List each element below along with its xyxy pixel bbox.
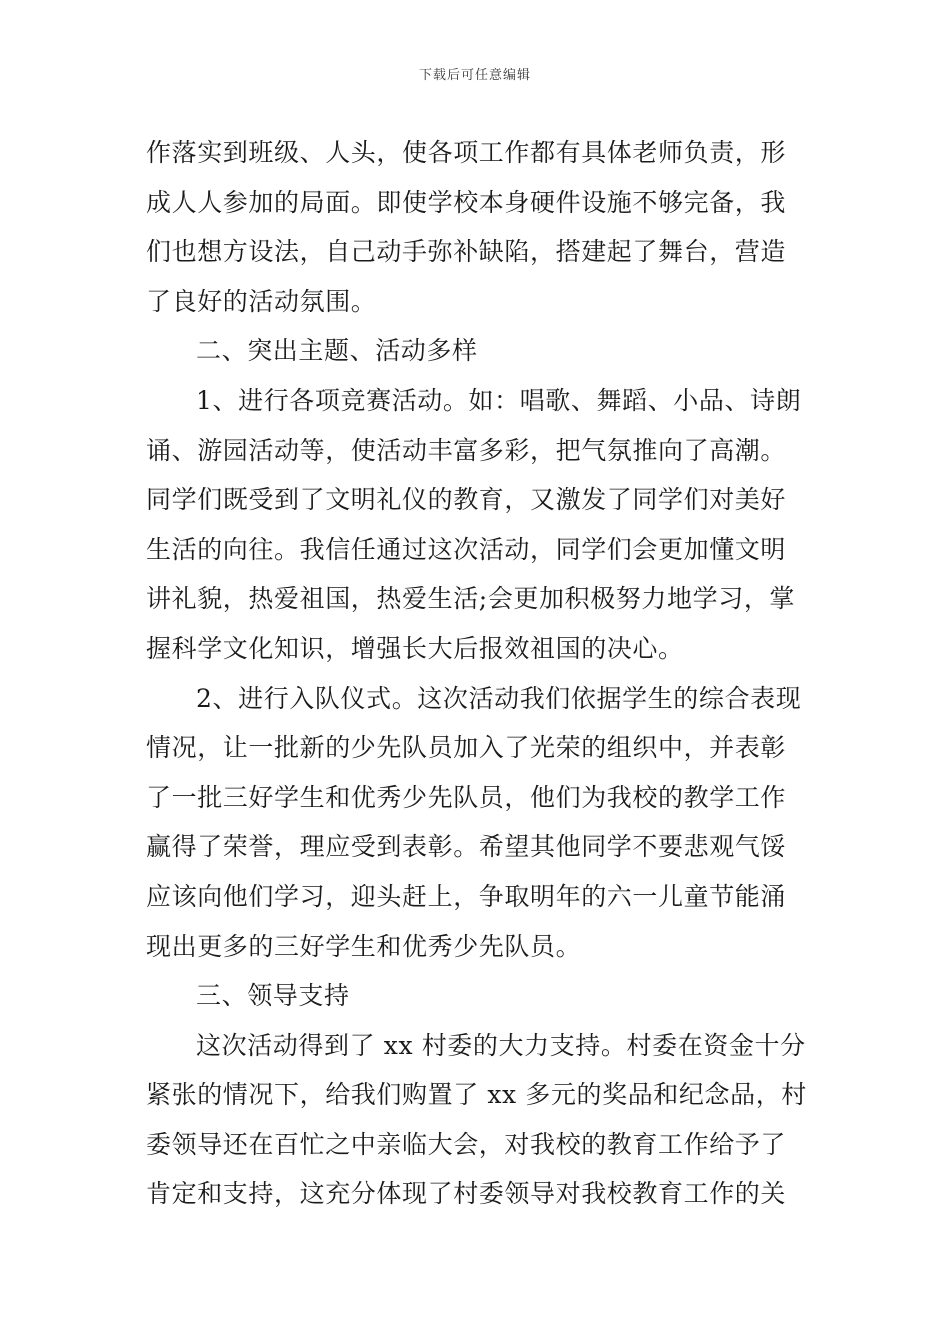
- text-line: 应该向他们学习，迎头赶上，争取明年的六一儿童节能涌: [146, 881, 787, 911]
- text-line: 同学们既受到了文明礼仪的教育，又激发了同学们对美好: [146, 485, 787, 515]
- text-line: 这次活动得到了 xx 村委的大力支持。村委在资金十分: [196, 1030, 806, 1060]
- text-line: 1、进行各项竞赛活动。如：唱歌、舞蹈、小品、诗朗: [196, 385, 802, 415]
- text-line: 诵、游园活动等，使活动丰富多彩，把气氛推向了高潮。: [146, 435, 787, 465]
- text-line: 作落实到班级、人头，使各项工作都有具体老师负责，形: [146, 138, 787, 167]
- section-heading: 二、突出主题、活动多样: [196, 336, 478, 366]
- text-line: 们也想方设法，自己动手弥补缺陷，搭建起了舞台，营造: [146, 237, 787, 267]
- text-line: 委领导还在百忙之中亲临大会，对我校的教育工作给予了: [146, 1129, 787, 1159]
- text-line: 紧张的情况下，给我们购置了 xx 多元的奖品和纪念品，村: [146, 1080, 807, 1110]
- text-line: 了良好的活动氛围。: [146, 286, 377, 316]
- document-body: [146, 128, 806, 1219]
- section-heading: 三、领导支持: [196, 981, 350, 1011]
- text-line: 握科学文化知识，增强长大后报效祖国的决心。: [146, 633, 684, 663]
- text-line: 现出更多的三好学生和优秀少先队员。: [146, 931, 582, 961]
- text-line: 赢得了荣誉，理应受到表彰。希望其他同学不要悲观气馁: [146, 832, 787, 862]
- text-line: 生活的向往。我信任通过这次活动，同学们会更加懂文明: [146, 534, 787, 564]
- text-line: 了一批三好学生和优秀少先队员，他们为我校的教学工作: [146, 782, 787, 812]
- text-line: 2、进行入队仪式。这次活动我们依据学生的综合表现: [196, 683, 802, 713]
- text-line: 成人人参加的局面。即使学校本身硬件设施不够完备，我: [146, 187, 787, 217]
- page-header: 下载后可任意编辑: [418, 68, 531, 83]
- text-line: 讲礼貌，热爱祖国，热爱生活;会更加积极努力地学习，掌: [146, 584, 796, 614]
- text-line: 情况，让一批新的少先队员加入了光荣的组织中，并表彰: [146, 733, 787, 763]
- text-line: 肯定和支持，这充分体现了村委领导对我校教育工作的关: [146, 1179, 787, 1209]
